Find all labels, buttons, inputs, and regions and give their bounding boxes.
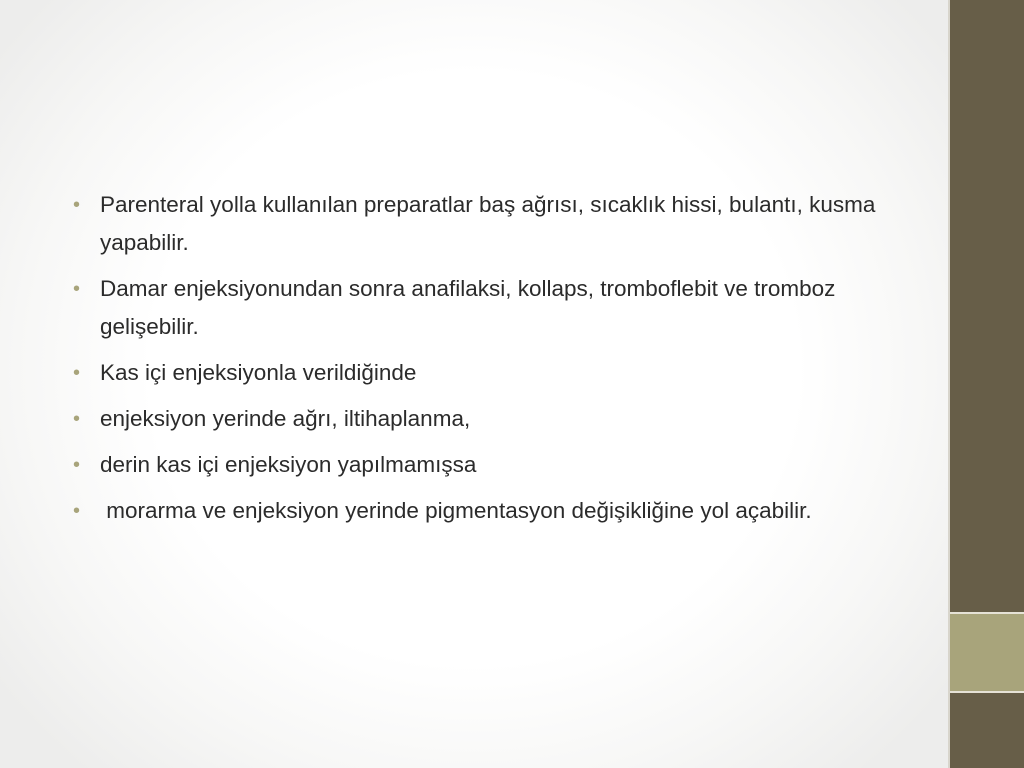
bullet-icon: • bbox=[73, 278, 81, 300]
sidebar-accent-band bbox=[950, 614, 1024, 691]
list-item bbox=[70, 186, 900, 262]
bullet-text: Kas içi enjeksiyonla verildiğinde bbox=[100, 360, 417, 385]
decorative-sidebar bbox=[948, 0, 1024, 768]
bullet-text: derin kas içi enjeksiyon yapılmamışsa bbox=[100, 452, 477, 477]
list-item bbox=[70, 354, 900, 392]
bullet-icon: • bbox=[73, 194, 81, 216]
bullet-text: enjeksiyon yerinde ağrı, iltihaplanma, bbox=[100, 406, 471, 431]
bullet-icon: • bbox=[73, 500, 81, 522]
slide-content bbox=[70, 186, 900, 538]
bullet-text: morarma ve enjeksiyon yerinde pigmentasyon değişikliğine yol açabilir. bbox=[100, 498, 812, 523]
bullet-list bbox=[70, 186, 900, 530]
bullet-icon: • bbox=[73, 362, 81, 384]
list-item bbox=[70, 492, 900, 530]
list-item bbox=[70, 270, 900, 346]
list-item bbox=[70, 446, 900, 484]
sidebar-band-bottom-line bbox=[950, 691, 1024, 693]
list-item bbox=[70, 400, 900, 438]
bullet-text: Damar enjeksiyonundan sonra anafilaksi, kollaps, tromboflebit ve tromboz gelişebilir. bbox=[100, 276, 836, 339]
bullet-text: Parenteral yolla kullanılan preparatlar baş ağrısı, sıcaklık hissi, bulantı, kusma yapabilir. bbox=[100, 192, 876, 255]
bullet-icon: • bbox=[73, 408, 81, 430]
bullet-icon: • bbox=[73, 454, 81, 476]
